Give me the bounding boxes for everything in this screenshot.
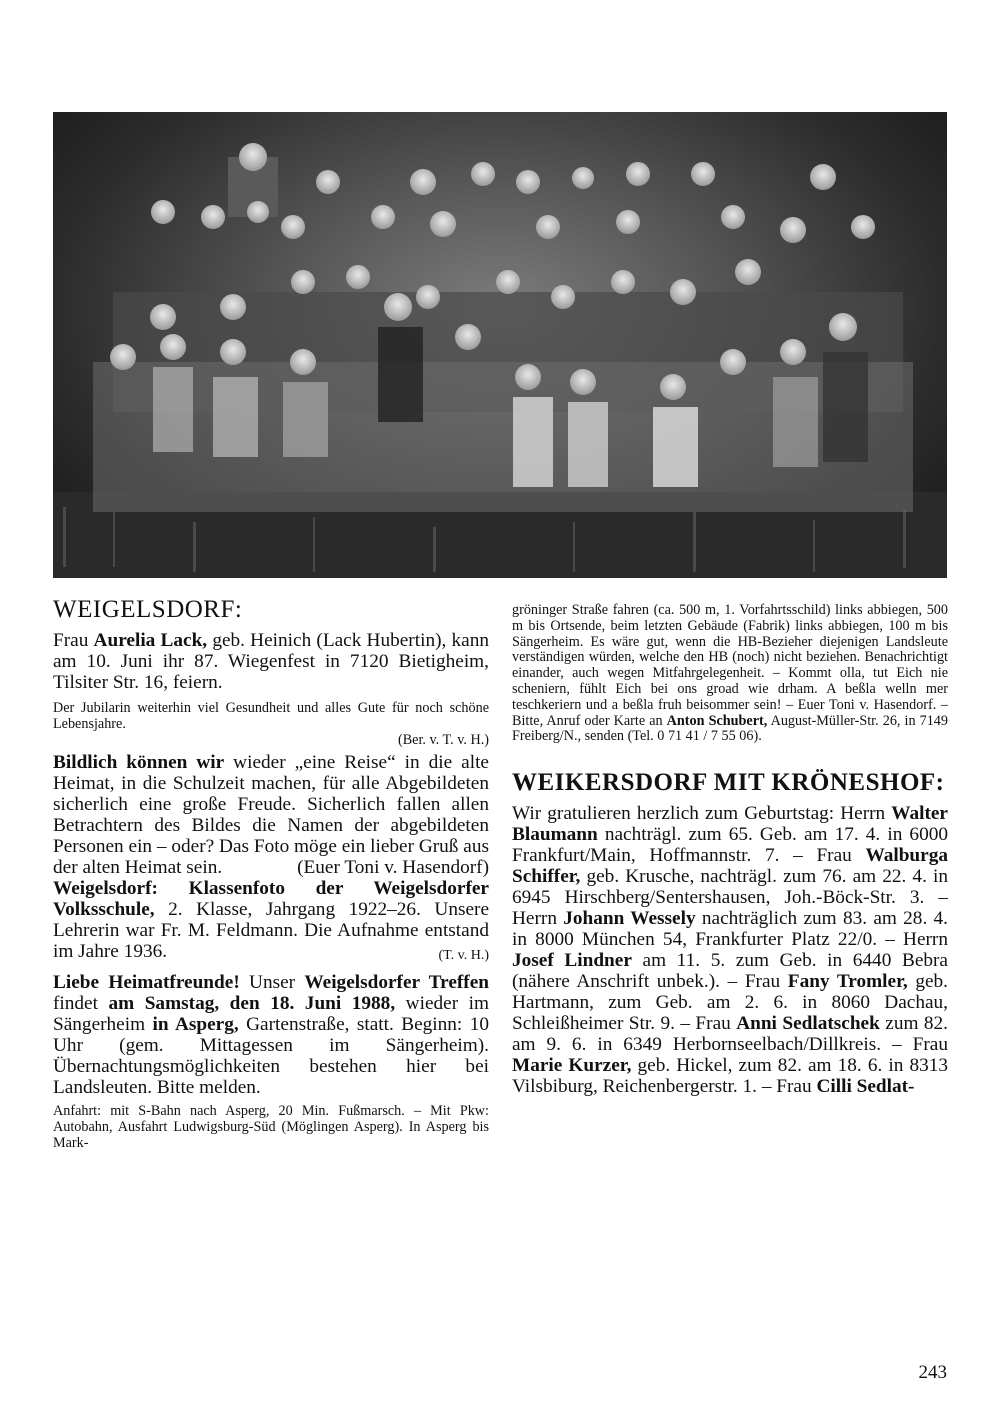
directions-continued: gröninger Straße fahren (ca. 500 m, 1. Vorfahrtsschild) links abbiegen, 500 m bis Ortsende, beim letzten Gebäude (Fabrik) links abbiegen, 100 m bis Sängerheim. Es wäre gut, wenn die HB-Bezieher diejenigen Landsleute verständigen würden, welche den HB (noch) nicht beziehen. Benachrichtigt einander, auch wegen Mitfahrgelegenheit. – Kommt olla, tut Eich nie scheniern, fühlt Eich bei ons groad wie drham. A beßla welln mer teschkeriern und a beßla fruh beisommer sein! – Euer Toni v. Hasendorf. – Bitte, Anruf oder Karte an Anton Schubert, August-Müller-Str. 26, in 7149 Freiberg/N., senden (Tel. 0 71 41 / 7 55 06). xyxy=(512,602,948,745)
birthday-notice-aurelia-lack: Frau Aurelia Lack, geb. Heinich (Lack Hubertin), kann am 10. Juni ihr 87. Wiegenfest in 7120 Bietigheim, Tilsiter Str. 16, feiern. xyxy=(53,630,490,693)
signature-short: (T. v. H.) xyxy=(438,948,489,964)
directions-text: Anfahrt: mit S-Bahn nach Asperg, 20 Min. Fußmarsch. – Mit Pkw: Autobahn, Ausfahrt Ludwigsburg-Süd (Möglingen Asperg). In Asperg bis Mark- xyxy=(53,1103,489,1151)
class-photo xyxy=(53,112,947,578)
birthday-wishes: Der Jubilarin weiterhin viel Gesundheit und alles Gute für noch schöne Lebensjahre. xyxy=(53,700,489,732)
section-heading-weikersdorf: WEIKERSDORF MIT KRÖNESHOF: xyxy=(512,769,945,797)
signature: (Euer Toni v. Hasendorf) xyxy=(297,857,489,879)
page-number: 243 xyxy=(918,1362,947,1383)
photo-caption: Weigelsdorf: Klassenfoto der Weigelsdorfer Volksschule, 2. Klasse, Jahrgang 1922–26. Unsere Lehrerin war Fr. M. Feldmann. Die Aufnahme entstand im Jahre 1936. (T. v. H.) xyxy=(53,878,489,962)
meeting-announcement: Liebe Heimatfreunde! Unser Weigelsdorfer Treffen findet am Samstag, den 18. Juni 1988, wieder im Sängerheim in Asperg, Gartenstraße, statt. Beginn: 10 Uhr (gem. Mittagessen im Sängerheim). Übernachtungsmöglichkeiten bestehen hier bei Landsleuten. Bitte melden. xyxy=(53,972,490,1099)
right-column xyxy=(512,603,948,1097)
source-attribution: (Ber. v. T. v. H.) xyxy=(397,731,489,748)
birthday-list: Wir gratulieren herzlich zum Geburtstag: Herrn Walter Blaumann nachträgl. zum 65. Geb. am 17. 4. in 6000 Frankfurt/Main, Hoffmannstr. 7. – Frau Walburga Schiffer, geb. Krusche, nachträgl. zum 76. am 22. 4. in 6945 Hirschberg/Sentershausen, Joh.-Böck-Str. 3. – Herrn Johann Wessely nachträglich zum 83. am 28. 4. in 8000 München 54, Frankfurter Platz 22/0. – Herrn Josef Lindner am 11. 5. zum Geb. in 6440 Bebra (nähere Anschrift unbek.). – Frau Fany Tromler, geb. Hartmann, zum Geb. am 2. 6. in 8060 Dachau, Schleißheimer Str. 9. – Frau Anni Sedlatschek zum 82. am 9. 6. in 6349 Herbornseelbach/Dillkreis. – Frau Marie Kurzer, geb. Hickel, zum 82. am 18. 6. in 8313 Vilsbiburg, Reichenbergerstr. 1. – Frau Cilli Sedlat- xyxy=(512,803,949,1098)
class-photo-icon xyxy=(53,112,947,578)
left-column xyxy=(53,596,489,1152)
section-heading-weigelsdorf: WEIGELSDORF: xyxy=(53,596,243,623)
photo-intro-paragraph: Bildlich können wir wieder „eine Reise“ in die alte Heimat, in die Schulzeit machen, für alle Abgebildeten sicherlich eine große Freude. Sicherlich fallen allen Betrachtern des Bildes die Namen der abgebildeten Personen ein – oder? Das Foto möge ein lieber Gruß aus der alten Heimat sein. (Euer Toni v. Hasendorf) xyxy=(53,752,489,879)
